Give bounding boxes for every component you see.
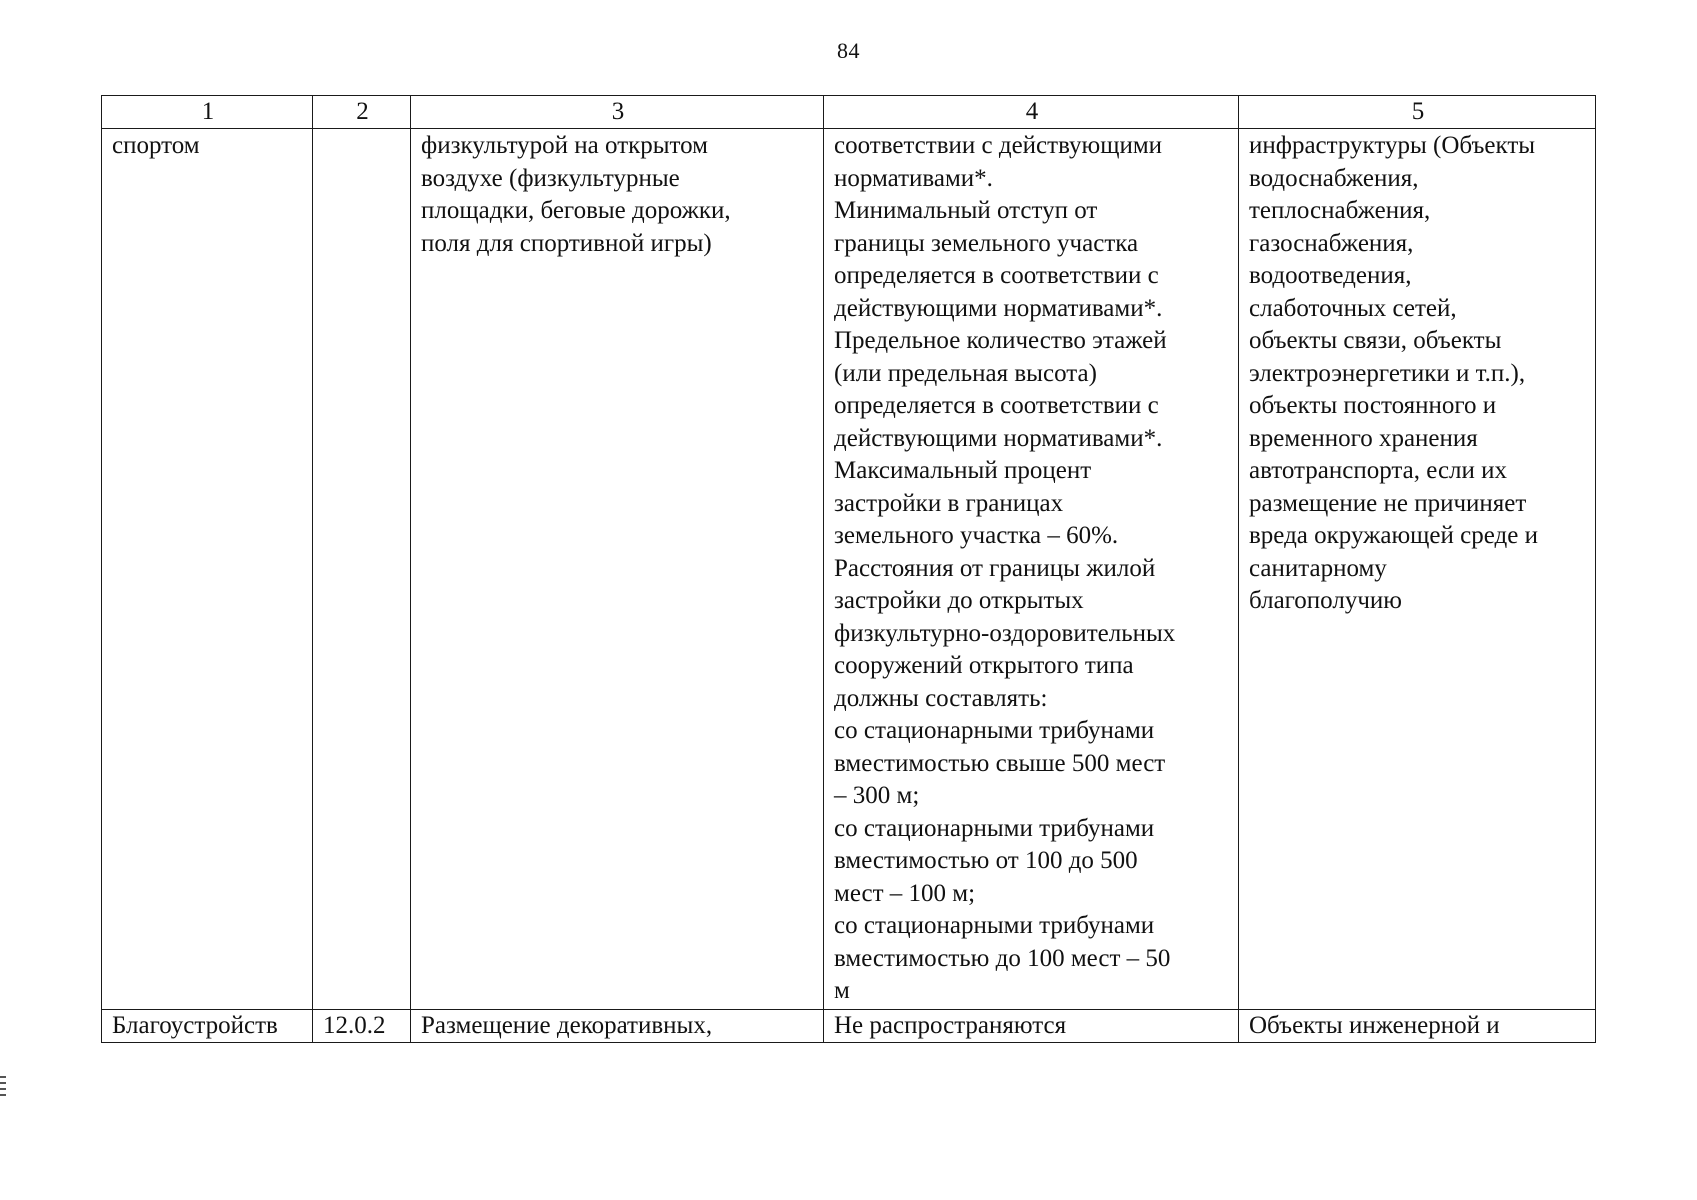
text-line: объекты постоянного и [1249, 392, 1497, 419]
text-line: вреда окружающей среде и [1249, 522, 1538, 549]
cell-description: Размещение декоративных, [411, 1009, 824, 1042]
cell-description-text [421, 130, 815, 260]
text-line: м [834, 977, 850, 1004]
text-line: вместимостью от 100 до 500 [834, 847, 1138, 874]
cell-parameters: Не распространяются [824, 1009, 1239, 1042]
header-col-1: 1 [102, 96, 313, 129]
cell-use-name-text [112, 130, 304, 163]
cell-description [411, 129, 824, 1010]
text-line: автотранспорта, если их [1249, 457, 1508, 484]
page-number: 84 [837, 38, 860, 63]
text-line: теплоснабжения, [1249, 197, 1431, 224]
scan-edge-mark [0, 1076, 6, 1098]
text-line: застройки в границах [834, 489, 1064, 517]
cell-auxiliary-uses [1239, 129, 1596, 1010]
text-line: мест – 100 м; [834, 879, 976, 907]
text-line: воздухе (физкультурные [421, 164, 680, 192]
cell-code: 12.0.2 [313, 1009, 411, 1042]
text-line: определяется в соответствии с [834, 262, 1159, 289]
text-line: газоснабжения, [1249, 229, 1414, 257]
cell-auxiliary-uses-text [1249, 130, 1587, 618]
text-line: размещение не причиняет [1249, 489, 1527, 517]
text-line: вместимостью свыше 500 мест [834, 749, 1166, 777]
text-line: со стационарными трибунами [834, 717, 1155, 744]
header-col-5: 5 [1239, 96, 1596, 129]
cell-parameters [824, 129, 1239, 1010]
text-line: вместимостью до 100 мест – 50 [834, 944, 1171, 972]
table-header-row [102, 96, 1596, 129]
table-row [102, 129, 1596, 1010]
cell-use-name [102, 129, 313, 1010]
text-line: границы земельного участка [834, 229, 1139, 257]
text-line: должны составлять: [834, 684, 1048, 712]
text-line: Предельное количество этажей [834, 327, 1167, 354]
table-row [102, 1009, 1596, 1042]
text-line: санитарному [1249, 554, 1387, 582]
text-line: застройки до открытых [834, 587, 1084, 614]
text-line: временного хранения [1249, 424, 1478, 452]
cell-code-text [323, 130, 402, 163]
cell-auxiliary-uses: Объекты инженерной и [1239, 1009, 1596, 1042]
text-line: водоснабжения, [1249, 164, 1419, 192]
text-line: объекты связи, объекты [1249, 327, 1502, 354]
text-line: со стационарными трибунами [834, 912, 1155, 939]
text-line [323, 130, 402, 163]
text-line: водоотведения, [1249, 262, 1412, 289]
text-line: со стационарными трибунами [834, 814, 1155, 842]
header-col-4: 4 [824, 96, 1239, 129]
text-line: – 300 м; [834, 782, 920, 809]
text-line: действующими нормативами*. [834, 294, 1163, 322]
header-col-2: 2 [313, 96, 411, 129]
text-line: сооружений открытого типа [834, 652, 1134, 679]
text-line: площадки, беговые дорожки, [421, 197, 731, 224]
text-line: Максимальный процент [834, 457, 1092, 484]
text-line: инфраструктуры (Объекты [1249, 132, 1536, 159]
cell-use-name: Благоустройств [102, 1009, 313, 1042]
text-line: электроэнергетики и т.п.), [1249, 359, 1526, 387]
text-line: соответствии с действующими [834, 132, 1163, 159]
text-line: (или предельная высота) [834, 359, 1097, 387]
text-line: Расстояния от границы жилой [834, 554, 1156, 582]
text-line: физкультурно-оздоровительных [834, 619, 1176, 647]
cell-parameters-text [834, 130, 1230, 1008]
text-line: Минимальный отступ от [834, 197, 1098, 224]
regulation-table [101, 95, 1596, 1043]
text-line: поля для спортивной игры) [421, 229, 712, 257]
cell-code [313, 129, 411, 1010]
header-col-3: 3 [411, 96, 824, 129]
text-line: действующими нормативами*. [834, 424, 1163, 452]
text-line: нормативами*. [834, 164, 993, 192]
text-line: благополучию [1249, 587, 1402, 614]
text-line: физкультурой на открытом [421, 132, 708, 159]
text-line: спортом [112, 132, 200, 159]
text-line: земельного участка – 60%. [834, 522, 1119, 549]
text-line: слаботочных сетей, [1249, 294, 1457, 322]
text-line: определяется в соответствии с [834, 392, 1159, 419]
